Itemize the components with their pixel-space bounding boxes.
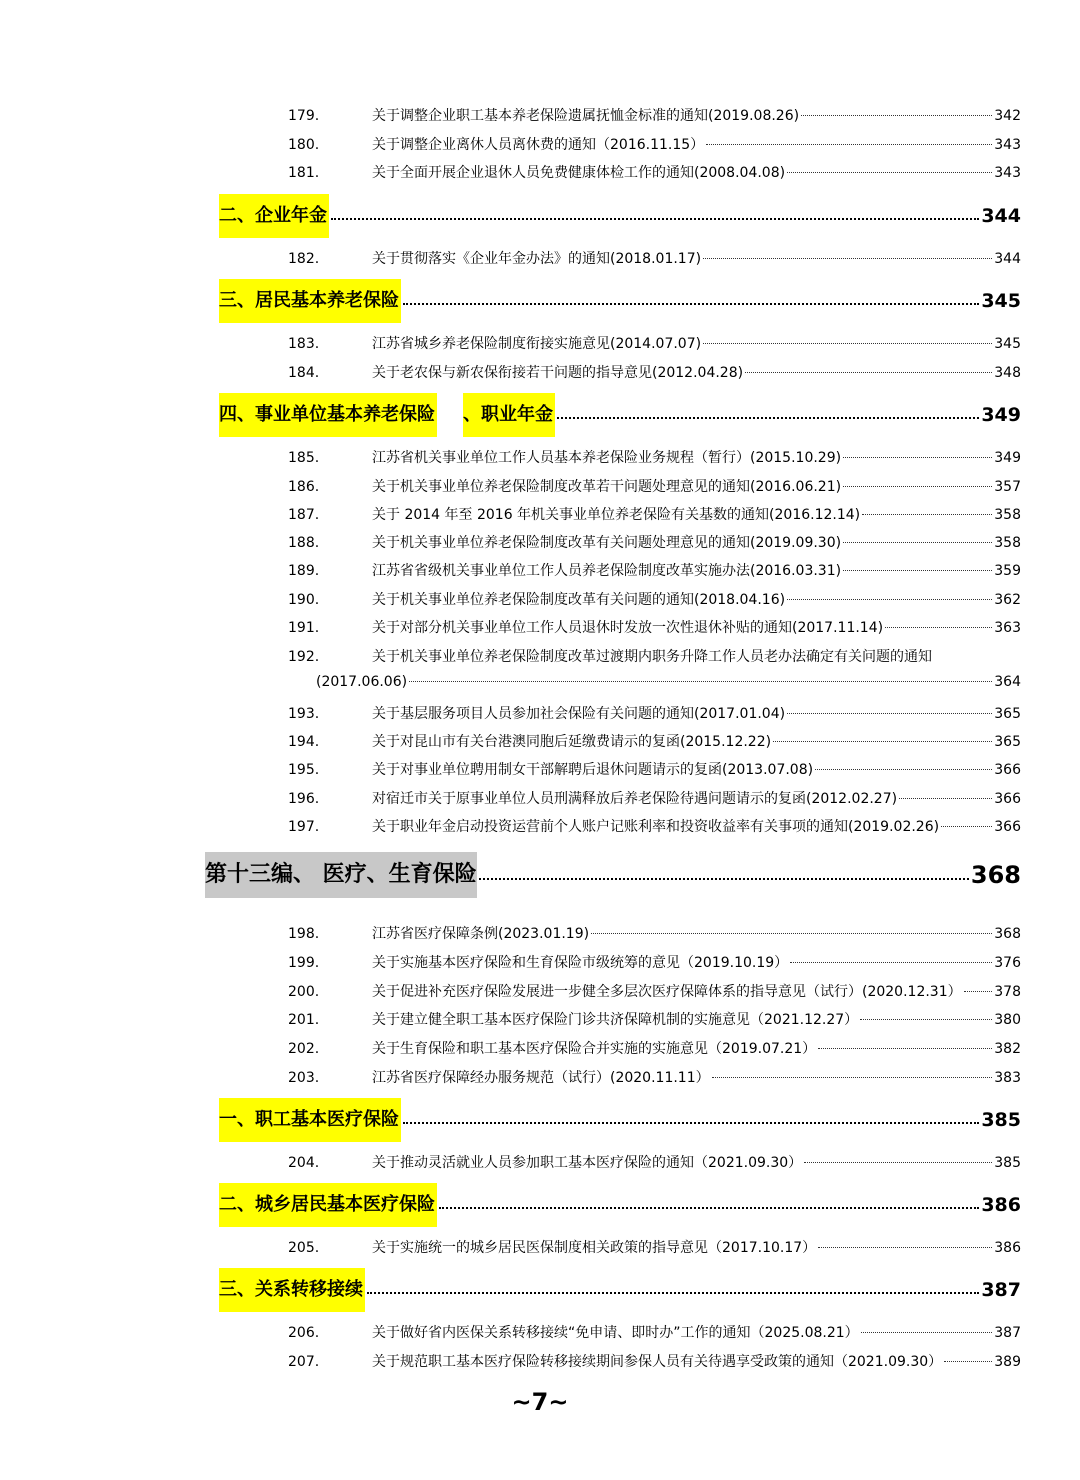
toc-entry[interactable]: 193. 关于基层服务项目人员参加社会保险有关问题的通知(2017.01.04) 365: [288, 706, 1021, 722]
toc-entry[interactable]: 202. 关于生育保险和职工基本医疗保险合并实施的实施意见（2019.07.21） 382: [288, 1041, 1021, 1057]
toc-entry[interactable]: 199. 关于实施基本医疗保险和生育保险市级统筹的意见（2019.10.19） 376: [288, 955, 1021, 971]
toc-entry[interactable]: 196. 对宿迁市关于原事业单位人员刑满释放后养老保险待遇问题请示的复函(2012.02.27) 366: [288, 791, 1021, 807]
toc-entry[interactable]: 200. 关于促进补充医疗保险发展进一步健全多层次医疗保障体系的指导意见（试行）(2020.12.31） 378: [288, 984, 1021, 1000]
toc-entry[interactable]: 204. 关于推动灵活就业人员参加职工基本医疗保险的通知（2021.09.30） 385: [288, 1155, 1021, 1171]
toc-entry[interactable]: 195. 关于对事业单位聘用制女干部解聘后退休问题请示的复函(2013.07.08) 366: [288, 762, 1021, 778]
toc-entry[interactable]: 189. 江苏省省级机关事业单位工作人员养老保险制度改革实施办法(2016.03.31) 359: [288, 563, 1021, 579]
toc-entry[interactable]: 194. 关于对昆山市有关台港澳同胞后延缴费请示的复函(2015.12.22) 365: [288, 734, 1021, 750]
toc-entry[interactable]: 207. 关于规范职工基本医疗保险转移接续期间参保人员有关待遇享受政策的通知（2021.09.30） 389: [288, 1354, 1021, 1370]
toc-entry[interactable]: 188. 关于机关事业单位养老保险制度改革有关问题处理意见的通知(2019.09.30) 358: [288, 535, 1021, 551]
toc-part-heading[interactable]: 第十三编、 医疗、生育保险 368: [205, 852, 1021, 898]
toc-entry[interactable]: 198. 江苏省医疗保障条例(2023.01.19) 368: [288, 926, 1021, 942]
toc-entry[interactable]: 205. 关于实施统一的城乡居民医保制度相关政策的指导意见（2017.10.17） 386: [288, 1240, 1021, 1256]
toc-entry[interactable]: 179. 关于调整企业职工基本养老保险遗属抚恤金标准的通知(2019.08.26) 342: [288, 108, 1021, 124]
toc-entry[interactable]: 201. 关于建立健全职工基本医疗保险门诊共济保障机制的实施意见（2021.12.27） 380: [288, 1012, 1021, 1028]
toc-entry-continuation[interactable]: (2017.06.06) 364: [316, 674, 1021, 690]
toc-section-heading[interactable]: 二、城乡居民基本医疗保险 386: [219, 1183, 1021, 1227]
toc-entry[interactable]: 190. 关于机关事业单位养老保险制度改革有关问题的通知(2018.04.16) 362: [288, 592, 1021, 608]
toc-entry[interactable]: 197. 关于职业年金启动投资运营前个人账户记账利率和投资收益率有关事项的通知(2019.02.26) 366: [288, 819, 1021, 835]
toc-entry[interactable]: 183. 江苏省城乡养老保险制度衔接实施意见(2014.07.07) 345: [288, 336, 1021, 352]
toc-entry[interactable]: 191. 关于对部分机关事业单位工作人员退休时发放一次性退休补贴的通知(2017.11.14) 363: [288, 620, 1021, 636]
toc-entry[interactable]: 203. 江苏省医疗保障经办服务规范（试行）(2020.11.11） 383: [288, 1070, 1021, 1086]
toc-entry[interactable]: 185. 江苏省机关事业单位工作人员基本养老保险业务规程（暂行）(2015.10.29) 349: [288, 450, 1021, 466]
toc-entry[interactable]: 182. 关于贯彻落实《企业年金办法》的通知(2018.01.17) 344: [288, 251, 1021, 267]
toc-entry[interactable]: 181. 关于全面开展企业退休人员免费健康体检工作的通知(2008.04.08) 343: [288, 165, 1021, 181]
toc-entry[interactable]: 180. 关于调整企业离休人员离休费的通知（2016.11.15） 343: [288, 137, 1021, 153]
toc-section-heading[interactable]: 三、关系转移接续 387: [219, 1268, 1021, 1312]
toc-entry[interactable]: 192. 关于机关事业单位养老保险制度改革过渡期内职务升降工作人员老办法确定有关问题的通知: [288, 649, 932, 665]
toc-section-heading[interactable]: 二、企业年金 344: [219, 194, 1021, 238]
toc-entry[interactable]: 186. 关于机关事业单位养老保险制度改革若干问题处理意见的通知(2016.06.21) 357: [288, 479, 1021, 495]
page-number: ~7~: [511, 1388, 569, 1416]
toc-section-heading[interactable]: 四、事业单位基本养老保险 、职业年金 349: [219, 393, 1021, 437]
toc-entry[interactable]: 184. 关于老农保与新农保衔接若干问题的指导意见(2012.04.28) 348: [288, 365, 1021, 381]
toc-section-heading[interactable]: 一、职工基本医疗保险 385: [219, 1098, 1021, 1142]
toc-section-heading[interactable]: 三、居民基本养老保险 345: [219, 279, 1021, 323]
toc-entry[interactable]: 206. 关于做好省内医保关系转移接续“免申请、即时办”工作的通知（2025.08.21） 387: [288, 1325, 1021, 1341]
toc-entry[interactable]: 187. 关于 2014 年至 2016 年机关事业单位养老保险有关基数的通知(2016.12.14) 358: [288, 507, 1021, 523]
